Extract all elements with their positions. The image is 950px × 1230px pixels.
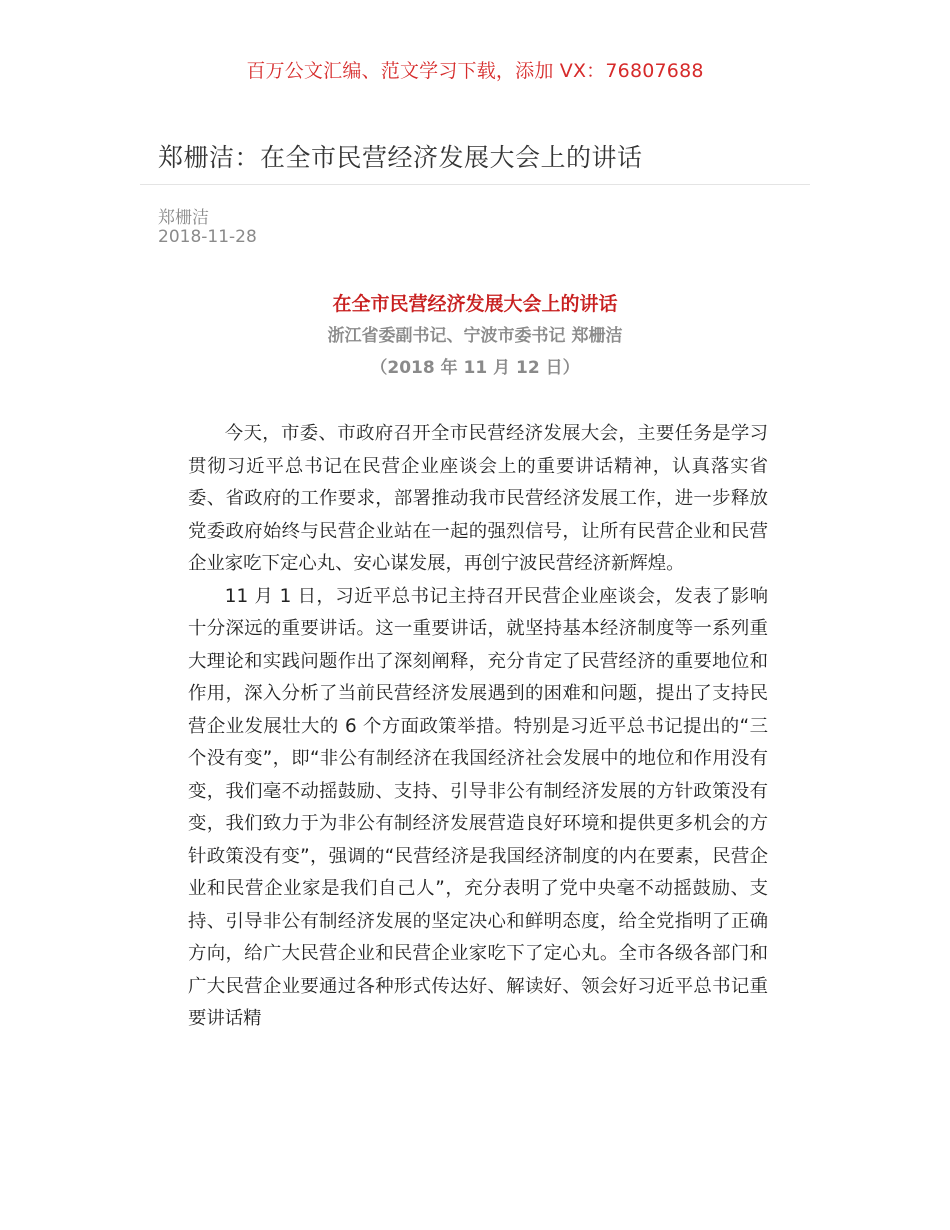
page-title: 郑栅洁：在全市民营经济发展大会上的讲话 <box>158 143 643 172</box>
article-paragraph: 今天，市委、市政府召开全市民营经济发展大会，主要任务是学习贯彻习近平总书记在民营企业座谈会上的重要讲话精神，认真落实省委、省政府的工作要求，部署推动我市民营经济发展工作，进一步释放党委政府始终与民营企业站在一起的强烈信号，让所有民营企业和民营企业家吃下定心丸、安心谋发展，再创宁波民营经济新辉煌。 <box>188 423 768 574</box>
speech-date: （2018 年 11 月 12 日） <box>370 358 580 378</box>
speech-heading <box>0 288 950 384</box>
article-author: 郑栅洁 <box>158 208 209 228</box>
title-divider <box>140 184 810 185</box>
article-body <box>188 418 768 1078</box>
article-paragraph: 11 月 1 日，习近平总书记主持召开民营企业座谈会，发表了影响十分深远的重要讲话。这一重要讲话，就坚持基本经济制度等一系列重大理论和实践问题作出了深刻阐释，充分肯定了民营经济的重要地位和作用，深入分析了当前民营经济发展遇到的困难和问题，提出了支持民营企业发展壮大的 6 个方面政策举措。特别是习近平总书记提出的“三个没有变”，即“非公有制经济在我国经济社会发展中的地位和作用没有变，我们毫不动摇鼓励、支持、引导非公有制经济发展的方针政策没有变，我们致力于为非公有制经济发展营造良好环境和提供更多机会的方针政策没有变”，强调的“民营经济是我国经济制度的内在要素，民营企业和民营企业家是我们自己人”，充分表明了党中央毫不动摇鼓励、支持、引导非公有制经济发展的坚定决心和鲜明态度，给全党指明了正确方向，给广大民营企业和民营企业家吃下了定心丸。全市各级各部门和广大民营企业要通过各种形式传达好、解读好、领会好习近平总书记重要讲话精 <box>188 585 768 1029</box>
promo-banner: 百万公文汇编、范文学习下载，添加 VX：76807688 <box>246 60 704 82</box>
speech-byline: 浙江省委副书记、宁波市委书记 郑栅洁 <box>327 326 623 346</box>
speech-title: 在全市民营经济发展大会上的讲话 <box>332 293 618 315</box>
article-date: 2018-11-28 <box>158 227 257 247</box>
